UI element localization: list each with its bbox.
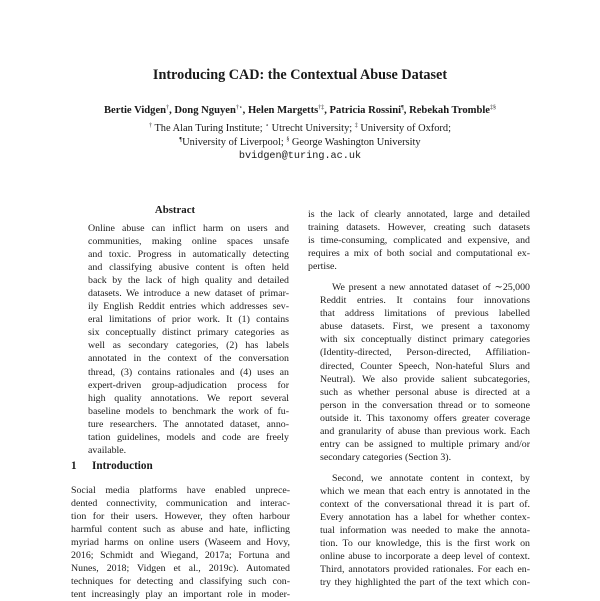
text-line: pertise. (308, 261, 337, 273)
affiliation-text: The Alan Turing Institute; (152, 123, 266, 134)
text-line: high quality annotations. We report several (88, 392, 289, 404)
affiliation-text: University of Oxford; (357, 123, 451, 134)
author-name: Rebekah Tromble (409, 105, 491, 116)
text-line: try they highlighted the part of the text which con- (320, 577, 530, 589)
paragraph (308, 281, 530, 464)
text-line: expert-driven group-adjudication process for (88, 379, 289, 391)
text-line: annotated in the context of the conversation (88, 353, 289, 365)
text-line: entry can be assigned to multiple primary and/or (320, 438, 530, 450)
text-line: We present a new annotated dataset of ∼25,000 (332, 282, 530, 294)
section-title: Introduction (92, 460, 153, 472)
text-line: 2016; Schmidt and Wiegand, 2017a; Fortuna and (71, 550, 290, 562)
text-line: Social media platforms have enabled unprece- (71, 485, 290, 496)
section-heading-introduction (71, 460, 153, 472)
text-line: requires a mix of both social and computational ex- (308, 248, 530, 260)
author-list: Bertie Vidgen†, Dong Nguyen†⋆, Helen Margetts†‡, Patricia Rossini¶, Rebekah Tromble‡§ (103, 105, 497, 116)
text-line: which we mean that each entry is annotated in the (320, 485, 530, 497)
text-line: Reddit entries. It contains four innovations (320, 295, 530, 307)
author-mark: ‡§ (490, 105, 497, 111)
text-line: abuse datasets. First, we present a taxonomy (320, 321, 530, 333)
text-line: Nunes, 2018; Vidgen et al., 2019c). Automated (71, 563, 290, 575)
affiliation-mark: ‡ (354, 123, 358, 129)
text-line: tual information was needed to make the annota- (320, 525, 530, 537)
abstract-heading: Abstract (154, 204, 196, 216)
abstract-body (88, 222, 289, 457)
text-line: well as secondary categories, (2) has labels (88, 340, 289, 352)
author-mark: † (166, 105, 170, 111)
author-email: bvidgen@turing.ac.uk (238, 151, 362, 162)
author-name: Helen Margetts (247, 105, 319, 116)
text-line: and granularity of abuse than previous work. Each (320, 425, 530, 437)
text-line: training datasets. However, creating such datasets (308, 222, 530, 234)
text-line: tent increasingly play an important role in moder- (71, 589, 290, 601)
section-number: 1 (71, 460, 77, 472)
affiliation-text: University of Liverpool; (182, 137, 287, 148)
text-line: with six conceptually distinct primary categories (320, 334, 530, 346)
text-line: myriad harms on online users (Waseem and Hovy, (71, 537, 290, 549)
text-line: ture researchers. The annotated dataset, anno- (88, 418, 289, 430)
affiliation-mark: ⋆ (265, 123, 270, 129)
author-name: Patricia Rossini (329, 105, 402, 116)
author-name: Dong Nguyen (174, 105, 236, 116)
paragraph (308, 472, 530, 589)
text-line: is the lack of clearly annotated, large and detailed (308, 209, 530, 220)
text-line: such as whether personal abuse is directed at a (320, 386, 530, 398)
text-line: is time-consuming, complicated and expensive, and (308, 235, 530, 247)
text-line: ily English Reddit entries which addresses sev- (88, 301, 289, 313)
paper-title: Introducing CAD: the Contextual Abuse Dataset (152, 67, 448, 83)
affiliation-mark: § (286, 137, 290, 143)
affiliation-text: George Washington University (289, 137, 421, 148)
affiliations-line-1 (0, 122, 600, 134)
introduction-right-column (308, 208, 530, 589)
paragraph (308, 208, 530, 273)
text-line: eral limitations of prior work. It (1) contains (88, 314, 289, 326)
text-line: secondary categories (Section 3). (320, 451, 452, 463)
text-line: six conceptually distinct primary categories as (88, 327, 289, 339)
affiliation-mark: ¶ (179, 137, 183, 143)
text-line: baseline models to benchmark the work of fu- (88, 405, 289, 417)
text-line: available. (88, 444, 127, 456)
text-line: outside it. This taxonomy offers greater coverage (320, 412, 530, 424)
affiliation-text: Utrecht University; (269, 123, 355, 134)
author-mark: ¶ (401, 105, 404, 111)
introduction-left-column (71, 484, 290, 601)
text-line: Every annotation has a label for whether contex- (320, 512, 530, 524)
text-line: tion. To our knowledge, this is the first work on (320, 538, 530, 550)
affiliations-line-2 (0, 137, 600, 148)
author-mark: †‡ (318, 105, 325, 111)
text-line: and classifying abusive content is often held (88, 262, 289, 274)
text-line: datasets. We introduce a new dataset of primar- (88, 288, 289, 300)
author-mark: †⋆ (235, 105, 243, 111)
text-line: (Identity-directed, Person-directed, Affiliation- (320, 347, 530, 359)
text-line: thread, (3) contains rationales and (4) uses an (88, 366, 289, 378)
text-line: communities, making online spaces unsafe (88, 236, 289, 248)
text-line: online abuse to incorporate a deep level of context. (320, 551, 530, 563)
text-line: back by the lack of high quality and detailed (88, 275, 289, 287)
text-line: and toxic. Progress in automatically detecting (88, 249, 289, 261)
text-line: tion for their users. However, they often harbour (71, 511, 290, 523)
text-line: harmful content such as abuse and hate, inflicting (71, 524, 290, 536)
affiliation-mark: † (149, 123, 153, 129)
text-line: Neutral). We also provide salient subcategories, (320, 373, 530, 385)
text-line: Online abuse can inflict harm on users and (88, 223, 289, 234)
text-line: that address limitations of previous labelled (320, 308, 530, 320)
text-line: techniques for detecting and classifying such con- (71, 576, 290, 588)
author-name: Bertie Vidgen (103, 105, 167, 116)
text-line: dented connectivity, communication and interac- (71, 498, 290, 510)
text-line: person in the conversation thread or to someone (320, 399, 530, 411)
text-line: Second, we annotate content in context, by (332, 472, 530, 484)
text-line: directed, Counter Speech, Non-hateful Slurs and (320, 360, 530, 372)
text-line: Third, annotators provided rationales. For each en- (320, 564, 530, 576)
text-line: context of the conversational thread it is part of. (320, 498, 530, 510)
text-line: tation guidelines, models and code are freely (88, 431, 289, 443)
